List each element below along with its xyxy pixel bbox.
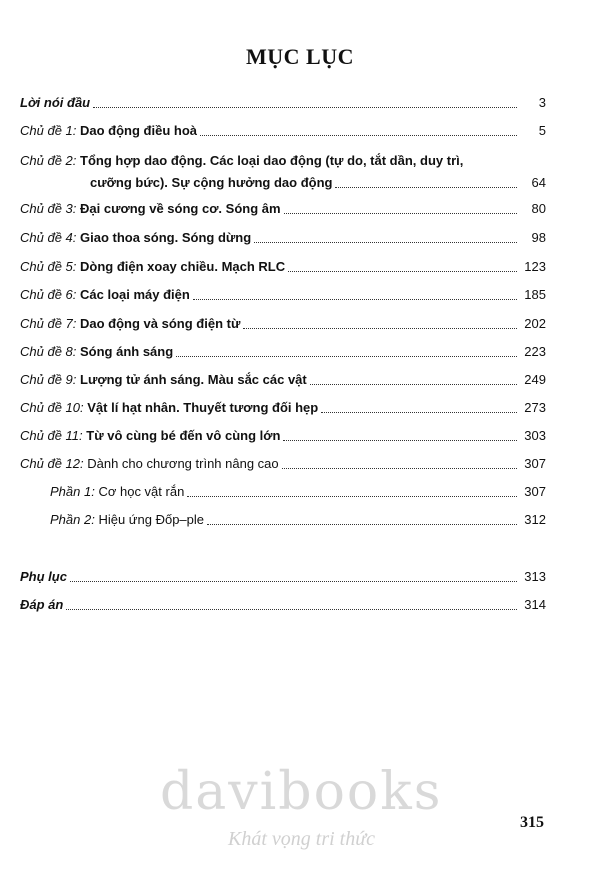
toc-title: Các loại máy điện: [80, 287, 190, 302]
toc-entry-topic-8[interactable]: [0, 341, 600, 363]
toc-prefix: Chủ đề 10:: [20, 400, 84, 415]
toc-title: Đại cương về sóng cơ. Sóng âm: [80, 201, 281, 216]
dot-leader: [282, 453, 517, 469]
toc-prefix: Chủ đề 1:: [20, 123, 77, 138]
toc-entry-topic-3[interactable]: [0, 198, 600, 220]
page-number: 307: [524, 456, 546, 471]
page-number: 313: [524, 569, 546, 584]
toc-title: Dao động điều hoà: [80, 123, 197, 138]
toc-title: Vật lí hạt nhân. Thuyết tương đối hẹp: [87, 400, 319, 415]
page-number: 185: [524, 287, 546, 302]
toc-title: Dao động và sóng điện từ: [80, 316, 241, 331]
dot-leader: [70, 566, 517, 582]
dot-leader: [284, 198, 517, 214]
dot-leader: [243, 313, 517, 329]
page-number: 3: [538, 95, 546, 110]
dot-leader: [66, 594, 517, 610]
page-title: MỤC LỤC: [246, 44, 354, 69]
toc-prefix: Phần 1:: [50, 484, 95, 499]
toc-title: Từ vô cùng bé đến vô cùng lớn: [86, 428, 281, 443]
toc-label: Phụ lục: [20, 569, 67, 584]
toc-title: Tổng hợp dao động. Các loại dao động (tự do, tắt dần, duy trì,: [80, 153, 464, 168]
dot-leader: [335, 172, 517, 188]
page-number: 202: [524, 316, 546, 331]
page-number: 249: [524, 372, 546, 387]
toc-title: Lượng tử ánh sáng. Màu sắc các vật: [80, 372, 307, 387]
toc-title: Cơ học vật rắn: [98, 484, 185, 499]
page-number: 223: [524, 344, 546, 359]
page-footer-number: 315: [520, 814, 544, 831]
watermark-tagline: Khát vọng tri thức: [228, 828, 376, 850]
page-number: 64: [531, 175, 546, 190]
dot-leader: [254, 227, 517, 243]
toc-title: Giao thoa sóng. Sóng dừng: [80, 230, 252, 245]
toc-prefix: Chủ đề 12:: [20, 456, 84, 471]
toc-entry-part-2[interactable]: [0, 509, 600, 531]
toc-title: Hiệu ứng Đốp–ple: [98, 512, 205, 527]
toc-title: Dòng điện xoay chiều. Mạch RLC: [80, 259, 286, 274]
toc-entry-topic-9[interactable]: [0, 369, 600, 391]
page-number: 98: [531, 230, 546, 245]
page-number: 273: [524, 400, 546, 415]
page-number: 307: [524, 484, 546, 499]
page-number: 5: [538, 123, 546, 138]
toc-prefix: Chủ đề 5:: [20, 259, 77, 274]
toc-prefix: Chủ đề 2:: [20, 153, 77, 168]
dot-leader: [93, 92, 517, 108]
toc-entry-topic-2[interactable]: [0, 150, 600, 194]
toc-entry-topic-5[interactable]: [0, 256, 600, 278]
dot-leader: [310, 369, 517, 385]
toc-title: Dành cho chương trình nâng cao: [87, 456, 279, 471]
dot-leader: [283, 425, 517, 441]
watermark-logo: davibooks: [160, 762, 443, 822]
toc-entry-topic-11[interactable]: [0, 425, 600, 447]
toc-prefix: Chủ đề 7:: [20, 316, 77, 331]
dot-leader: [187, 481, 517, 497]
toc-entry-topic-1[interactable]: [0, 120, 600, 142]
toc-entry-topic-12[interactable]: [0, 453, 600, 475]
toc-entry-preface[interactable]: [0, 92, 600, 114]
toc-label: Lời nói đầu: [20, 95, 91, 110]
toc-prefix: Phần 2:: [50, 512, 95, 527]
dot-leader: [200, 120, 517, 136]
toc-prefix: Chủ đề 3:: [20, 201, 77, 216]
toc-prefix: Chủ đề 6:: [20, 287, 77, 302]
toc-entry-part-1[interactable]: [0, 481, 600, 503]
toc-prefix: Chủ đề 4:: [20, 230, 77, 245]
page-number: 123: [524, 259, 546, 274]
toc-prefix: Chủ đề 11:: [20, 428, 83, 443]
toc-label: Đáp án: [20, 597, 64, 612]
page-number: 312: [524, 512, 546, 527]
toc-title-continued: cưỡng bức). Sự cộng hưởng dao động: [90, 175, 333, 190]
dot-leader: [176, 341, 517, 357]
dot-leader: [193, 284, 517, 300]
dot-leader: [321, 397, 517, 413]
toc-title: Sóng ánh sáng: [80, 344, 174, 359]
toc-entry-topic-4[interactable]: [0, 227, 600, 249]
toc-entry-answers[interactable]: [0, 594, 600, 616]
toc-entry-topic-7[interactable]: [0, 313, 600, 335]
dot-leader: [288, 256, 517, 272]
page-number: 314: [524, 597, 546, 612]
toc-prefix: Chủ đề 8:: [20, 344, 77, 359]
page-number: 303: [524, 428, 546, 443]
toc-entry-topic-10[interactable]: [0, 397, 600, 419]
toc-entry-topic-6[interactable]: [0, 284, 600, 306]
toc-entry-appendix[interactable]: [0, 566, 600, 588]
page-number: 80: [531, 201, 546, 216]
toc-prefix: Chủ đề 9:: [20, 372, 77, 387]
dot-leader: [207, 509, 517, 525]
